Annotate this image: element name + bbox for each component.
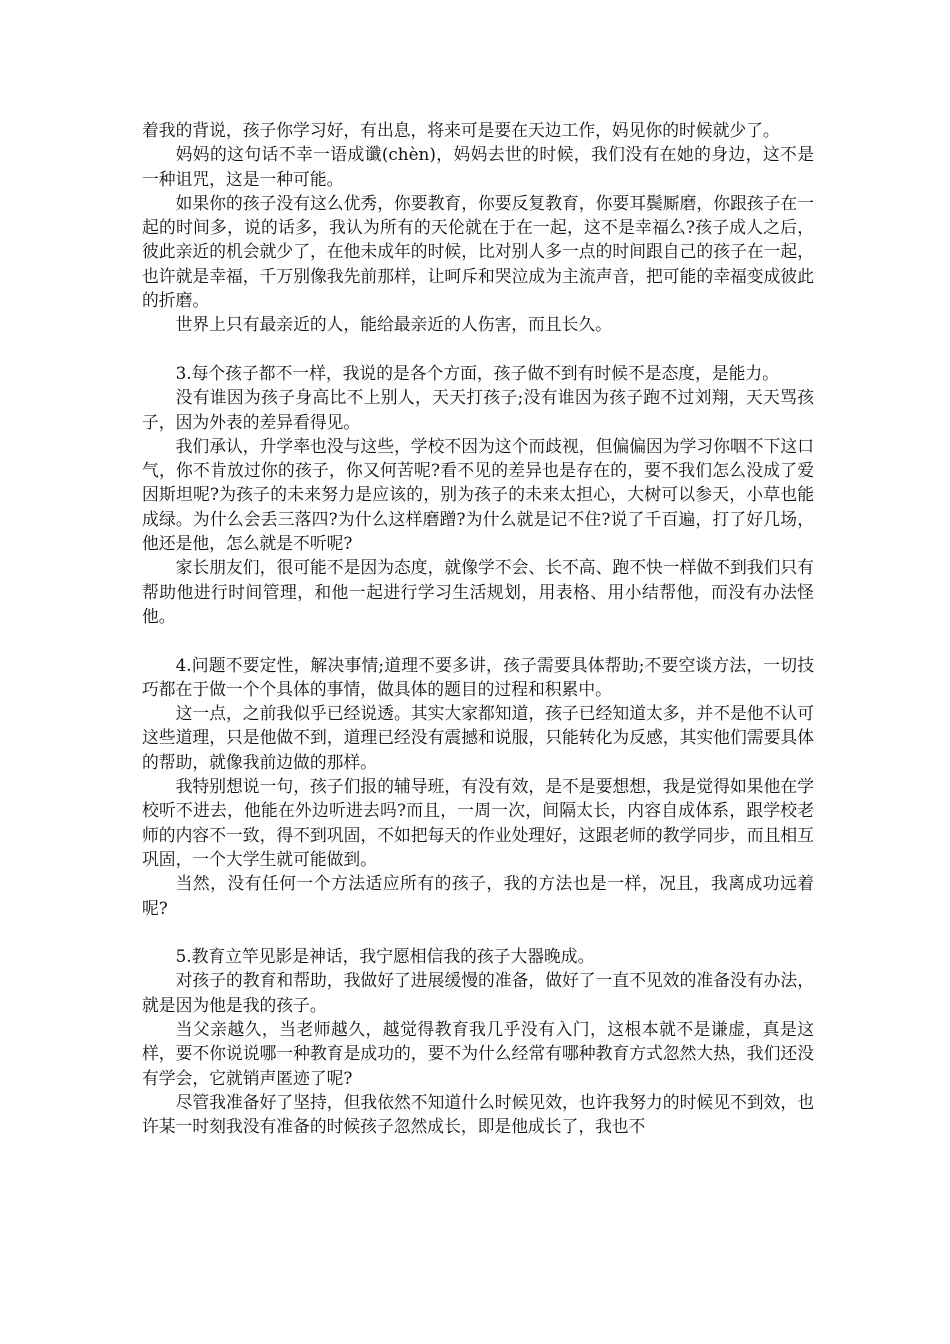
section-heading-3: 3.每个孩子都不一样，我说的是各个方面，孩子做不到有时候不是态度，是能力。	[175, 362, 779, 383]
paragraph: 这一点，之前我似乎已经说透。其实大家都知道，孩子已经知道太多，并不是他不认可这些道理，只是他做不到，道理已经没有震撼和说服，只能转化为反感，其实他们需要具体的帮助，就像我前边做的那样。	[142, 703, 814, 772]
paragraph: 妈妈的这句话不幸一语成谶(chèn)，妈妈去世的时候，我们没有在她的身边，这不是一种诅咒，这是一种可能。	[142, 144, 814, 189]
paragraph: 尽管我准备好了坚持，但我依然不知道什么时候见效，也许我努力的时候见不到效，也许某一时刻我没有准备的时候孩子忽然成长，即是他成长了，我也不	[142, 1091, 814, 1137]
section-heading-5: 5.教育立竿见影是神话，我宁愿相信我的孩子大器晚成。	[175, 946, 595, 967]
paragraph: 我特别想说一句，孩子们报的辅导班，有没有效，是不是要想想，我是觉得如果他在学校听不进去，他能在外边听进去吗?而且，一周一次，间隔太长，内容自成体系，跟学校老师的内容不一致，得不到巩固，不如把每天的作业处理好，这跟老师的教学同步，而且相互巩固，一个大学生就可能做到。	[142, 776, 814, 869]
paragraph: 当父亲越久，当老师越久，越觉得教育我几乎没有入门，这根本就不是谦虚，真是这样，要不你说说哪一种教育是成功的，要不为什么经常有哪种教育方式忽然大热，我们还没有学会，它就销声匿迹了呢?	[142, 1018, 814, 1088]
section-spacer	[142, 628, 814, 652]
paragraph: 没有谁因为孩子身高比不上别人，天天打孩子;没有谁因为孩子跑不过刘翔，天天骂孩子，因为外表的差异看得见。	[142, 387, 814, 432]
section-heading-4: 4.问题不要定性，解决事情;道理不要多讲，孩子需要具体帮助;不要空谈方法，一切技巧都在于做一个个具体的事情，做具体的题目的过程和积累中。	[142, 654, 814, 699]
paragraph: 家长朋友们，很可能不是因为态度，就像学不会、长不高、跑不快一样做不到我们只有帮助他进行时间管理，和他一起进行学习生活规划，用表格、用小结帮他，而没有办法怪他。	[142, 557, 814, 626]
section-spacer	[142, 337, 814, 361]
paragraph: 如果你的孩子没有这么优秀，你要教育，你要反复教育，你要耳鬓厮磨，你跟孩子在一起的时间多，说的话多，我认为所有的天伦就在于在一起，这不是幸福么?孩子成人之后，彼此亲近的机会就少了，在他未成年的时候，比对别人多一点的时间跟自己的孩子在一起，也许就是幸福，千万别像我先前那样，让呵斥和哭泣成为主流声音，把可能的幸福变成彼此的折磨。	[142, 192, 814, 311]
paragraph: 我们承认，升学率也没与这些，学校不因为这个而歧视，但偏偏因为学习你咽不下这口气，你不肯放过你的孩子，你又何苦呢?看不见的差异也是存在的，要不我们怎么没成了爱因斯坦呢?为孩子的未来努力是应该的，别为孩子的未来太担心，大树可以参天，小草也能成绿。为什么会丢三落四?为什么这样磨蹭?为什么就是记不住?说了千百遍，打了好几场，他还是他，怎么就是不听呢?	[142, 435, 814, 554]
paragraph: 当然，没有任何一个方法适应所有的孩子，我的方法也是一样，况且，我离成功远着呢?	[142, 873, 814, 918]
section-spacer	[142, 920, 814, 944]
paragraph: 对孩子的教育和帮助，我做好了进展缓慢的准备，做好了一直不见效的准备没有办法，就是因为他是我的孩子。	[142, 970, 814, 1015]
paragraph: 世界上只有最亲近的人，能给最亲近的人伤害，而且长久。	[175, 314, 612, 335]
paragraph-continuation: 着我的背说，孩子你学习好，有出息，将来可是要在天边工作，妈见你的时候就少了。	[142, 120, 780, 140]
document-page	[142, 118, 814, 1138]
